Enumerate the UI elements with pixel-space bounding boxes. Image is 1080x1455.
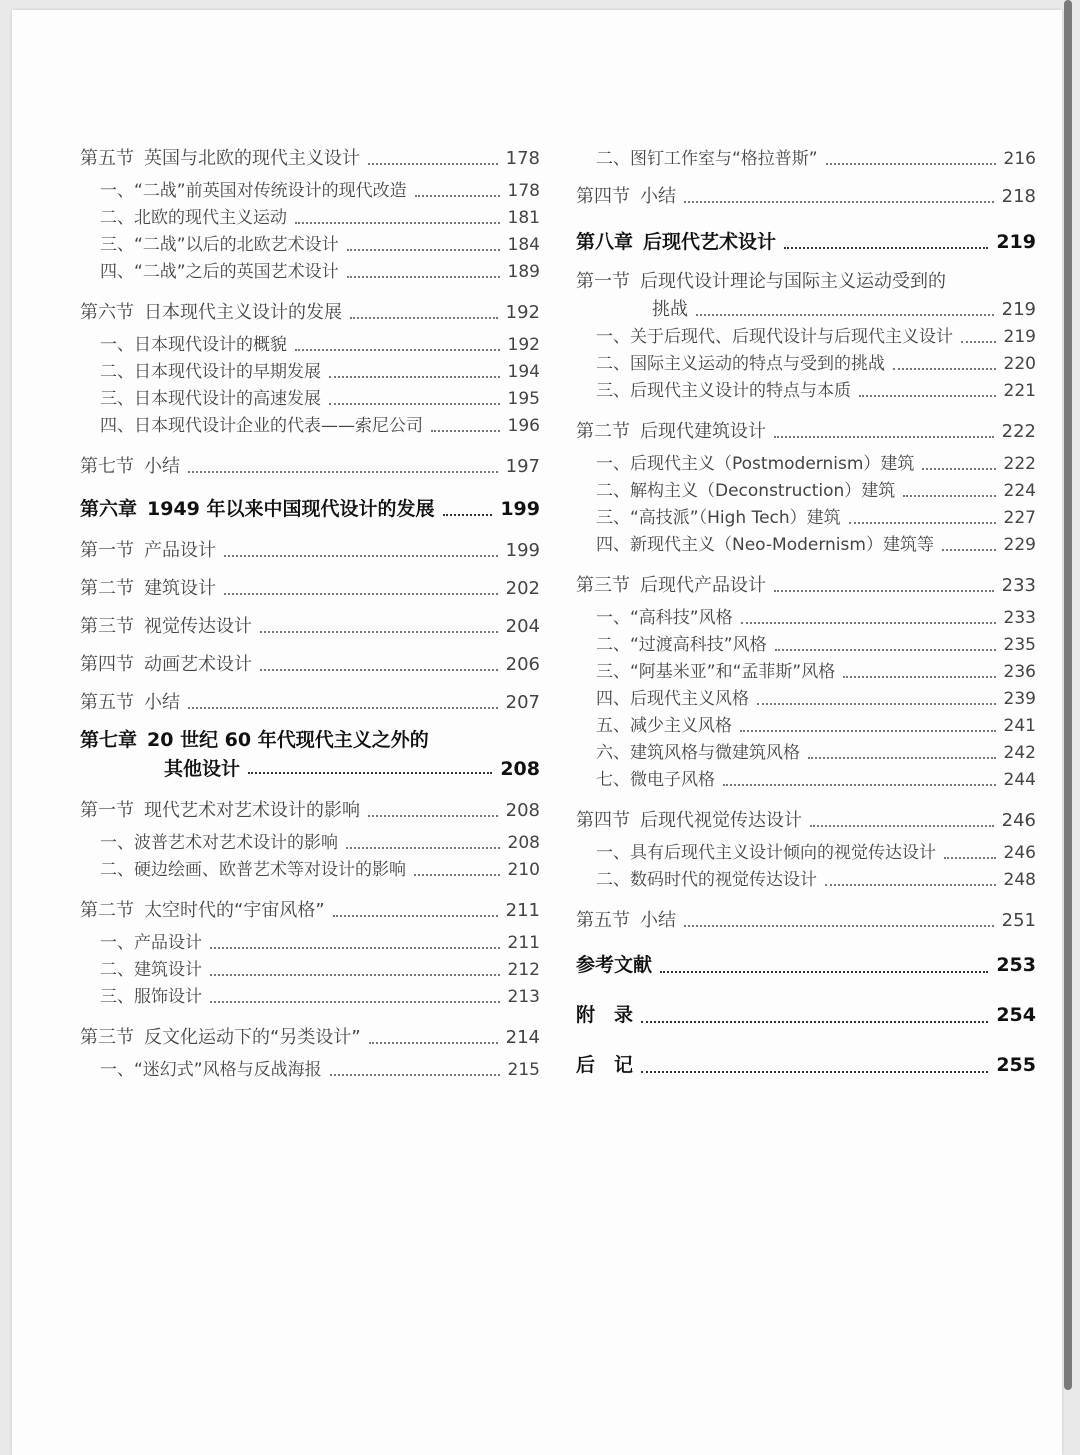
toc-subsection[interactable] bbox=[576, 867, 1036, 894]
page-number: 251 bbox=[1001, 910, 1036, 931]
dot-leader bbox=[431, 429, 500, 432]
toc-subsection[interactable] bbox=[80, 205, 540, 232]
section-label: 第一节 bbox=[80, 540, 134, 561]
toc-subsection[interactable] bbox=[576, 324, 1036, 351]
subsection-title: 二、图钉工作室与“格拉普斯” bbox=[596, 149, 818, 169]
dot-leader bbox=[414, 873, 500, 876]
dot-leader bbox=[260, 668, 498, 671]
dot-leader bbox=[843, 675, 995, 678]
section-label: 第二节 bbox=[80, 578, 134, 599]
subsection-title: 五、减少主义风格 bbox=[596, 716, 732, 736]
dot-leader bbox=[641, 1020, 988, 1023]
toc-subsection[interactable] bbox=[576, 351, 1036, 378]
toc-section[interactable] bbox=[80, 140, 540, 178]
toc-subsection[interactable] bbox=[576, 378, 1036, 405]
section-title: 视觉传达设计 bbox=[144, 616, 252, 637]
toc-left-column bbox=[80, 140, 540, 1084]
dot-leader bbox=[350, 316, 498, 319]
page-number: 211 bbox=[507, 933, 540, 953]
section-title: 后现代设计理论与国际主义运动受到的 bbox=[640, 271, 946, 292]
toc-subsection[interactable] bbox=[576, 740, 1036, 767]
section-label: 第二节 bbox=[80, 900, 134, 921]
page-number: 219 bbox=[1003, 327, 1036, 347]
section-title: 小结 bbox=[640, 186, 676, 207]
subsection-title: 四、新现代主义（Neo-Modernism）建筑等 bbox=[596, 535, 934, 555]
dot-leader bbox=[723, 783, 996, 786]
toc-subsection[interactable] bbox=[80, 259, 540, 286]
toc-subsection[interactable] bbox=[80, 413, 540, 440]
section-title-cont: 挑战 bbox=[652, 299, 688, 320]
dot-leader bbox=[188, 470, 498, 473]
toc-subsection[interactable] bbox=[576, 478, 1036, 505]
chapter-title-cont: 其他设计 bbox=[164, 758, 241, 780]
toc-subsection[interactable] bbox=[576, 532, 1036, 559]
dot-leader bbox=[347, 275, 500, 278]
toc-subsection[interactable] bbox=[576, 659, 1036, 686]
page-number: 233 bbox=[1001, 575, 1036, 596]
page-number: 197 bbox=[505, 456, 540, 477]
page-number: 199 bbox=[500, 498, 540, 520]
section-title: 后现代产品设计 bbox=[640, 575, 766, 596]
subsection-title: 一、“二战”前英国对传统设计的现代改造 bbox=[100, 181, 407, 201]
subsection-title: 三、“二战”以后的北欧艺术设计 bbox=[100, 235, 339, 255]
page-number: 202 bbox=[505, 578, 540, 599]
dot-leader bbox=[369, 1041, 498, 1044]
page-number: 246 bbox=[1001, 810, 1036, 831]
dot-leader bbox=[757, 702, 996, 705]
toc-subsection[interactable] bbox=[80, 332, 540, 359]
subsection-title: 一、具有后现代主义设计倾向的视觉传达设计 bbox=[596, 843, 936, 863]
section-title: 动画艺术设计 bbox=[144, 654, 252, 675]
dot-leader bbox=[248, 771, 492, 774]
section-title: 小结 bbox=[640, 910, 676, 931]
section-label: 第一节 bbox=[80, 800, 134, 821]
page-number: 184 bbox=[507, 235, 540, 255]
subsection-title: 二、数码时代的视觉传达设计 bbox=[596, 870, 817, 890]
page-number: 235 bbox=[1003, 635, 1036, 655]
dot-leader bbox=[329, 375, 500, 378]
page-number: 181 bbox=[507, 208, 540, 228]
dot-leader bbox=[333, 914, 498, 917]
toc-subsection[interactable] bbox=[576, 505, 1036, 532]
section-label: 第四节 bbox=[576, 810, 630, 831]
dot-leader bbox=[684, 200, 994, 203]
toc-section[interactable] bbox=[80, 684, 540, 722]
page-number: 244 bbox=[1003, 770, 1036, 790]
document-page bbox=[12, 10, 1062, 1455]
vertical-scrollbar[interactable] bbox=[1064, 0, 1072, 1390]
page-number: 248 bbox=[1003, 870, 1036, 890]
subsection-title: 六、建筑风格与微建筑风格 bbox=[596, 743, 800, 763]
page-number: 229 bbox=[1003, 535, 1036, 555]
page-number: 213 bbox=[507, 987, 540, 1007]
page-number: 211 bbox=[505, 900, 540, 921]
subsection-title: 七、微电子风格 bbox=[596, 770, 715, 790]
toc-section[interactable] bbox=[80, 570, 540, 608]
page-number: 206 bbox=[505, 654, 540, 675]
page-number: 222 bbox=[1003, 454, 1036, 474]
toc-subsection[interactable] bbox=[80, 830, 540, 857]
dot-leader bbox=[696, 313, 994, 316]
toc-subsection[interactable] bbox=[576, 632, 1036, 659]
subsection-title: 二、解构主义（Deconstruction）建筑 bbox=[596, 481, 896, 501]
toc-chapter[interactable] bbox=[80, 486, 540, 532]
page-number: 224 bbox=[1003, 481, 1036, 501]
page-number: 195 bbox=[507, 389, 540, 409]
page-number: 222 bbox=[1001, 421, 1036, 442]
page-number: 233 bbox=[1003, 608, 1036, 628]
page-number: 199 bbox=[505, 540, 540, 561]
page-number: 212 bbox=[507, 960, 540, 980]
section-label: 第三节 bbox=[80, 616, 134, 637]
subsection-title: 一、产品设计 bbox=[100, 933, 202, 953]
toc-chapter[interactable] bbox=[80, 722, 540, 784]
chapter-title: 20 世纪 60 年代现代主义之外的 bbox=[147, 729, 429, 751]
section-title: 现代艺术对艺术设计的影响 bbox=[144, 800, 360, 821]
toc-section[interactable] bbox=[80, 646, 540, 684]
toc-appendix[interactable] bbox=[576, 990, 1036, 1040]
page-number: 239 bbox=[1003, 689, 1036, 709]
dot-leader bbox=[210, 946, 500, 949]
toc-section[interactable] bbox=[80, 608, 540, 646]
page-number: 214 bbox=[505, 1027, 540, 1048]
section-title: 日本现代主义设计的发展 bbox=[144, 302, 342, 323]
page-number: 246 bbox=[1003, 843, 1036, 863]
dot-leader bbox=[188, 706, 498, 709]
dot-leader bbox=[224, 592, 498, 595]
page-number: 208 bbox=[505, 800, 540, 821]
dot-leader bbox=[641, 1070, 988, 1073]
dot-leader bbox=[859, 394, 996, 397]
dot-leader bbox=[295, 221, 500, 224]
page-number: 208 bbox=[500, 758, 540, 780]
dot-leader bbox=[329, 402, 500, 405]
toc-section[interactable] bbox=[576, 413, 1036, 451]
page-number: 194 bbox=[507, 362, 540, 382]
toc-subsection[interactable] bbox=[80, 957, 540, 984]
section-title: 太空时代的“宇宙风格” bbox=[144, 900, 325, 921]
section-label: 第五节 bbox=[576, 910, 630, 931]
dot-leader bbox=[808, 756, 996, 759]
section-label: 第七节 bbox=[80, 456, 134, 477]
toc-subsection[interactable] bbox=[80, 386, 540, 413]
dot-leader bbox=[784, 246, 988, 249]
toc-subsection[interactable] bbox=[80, 984, 540, 1011]
page-number: 218 bbox=[1001, 186, 1036, 207]
page-number: 192 bbox=[507, 335, 540, 355]
toc-section[interactable] bbox=[80, 792, 540, 830]
section-label: 第五节 bbox=[80, 148, 134, 169]
page-number: 241 bbox=[1003, 716, 1036, 736]
section-label: 第二节 bbox=[576, 421, 630, 442]
page-number: 219 bbox=[1001, 299, 1036, 320]
page-number: 220 bbox=[1003, 354, 1036, 374]
subsection-title: 一、“迷幻式”风格与反战海报 bbox=[100, 1060, 322, 1080]
toc-references[interactable] bbox=[576, 940, 1036, 990]
page-number: 208 bbox=[507, 833, 540, 853]
toc-section[interactable] bbox=[80, 1019, 540, 1057]
dot-leader bbox=[347, 248, 500, 251]
toc-subsection[interactable] bbox=[576, 140, 1036, 178]
section-title: 后现代视觉传达设计 bbox=[640, 810, 802, 831]
subsection-title: 二、国际主义运动的特点与受到的挑战 bbox=[596, 354, 885, 374]
subsection-title: 四、日本现代设计企业的代表——索尼公司 bbox=[100, 416, 423, 436]
section-title: 小结 bbox=[144, 456, 180, 477]
toc-subsection[interactable] bbox=[80, 359, 540, 386]
toc-right-column bbox=[576, 140, 1036, 1090]
subsection-title: 二、硬边绘画、欧普艺术等对设计的影响 bbox=[100, 860, 406, 880]
toc-section[interactable] bbox=[80, 448, 540, 486]
back-matter-title: 后 记 bbox=[576, 1054, 634, 1076]
toc-section[interactable] bbox=[576, 902, 1036, 940]
dot-leader bbox=[660, 970, 988, 973]
subsection-title: 三、服饰设计 bbox=[100, 987, 202, 1007]
section-label: 第四节 bbox=[576, 186, 630, 207]
page-number: 178 bbox=[505, 148, 540, 169]
toc-subsection[interactable] bbox=[80, 1057, 540, 1084]
page-number: 207 bbox=[505, 692, 540, 713]
page-number: 192 bbox=[505, 302, 540, 323]
dot-leader bbox=[260, 630, 498, 633]
subsection-title: 一、“高科技”风格 bbox=[596, 608, 733, 628]
dot-leader bbox=[443, 513, 493, 516]
subsection-title: 二、“过渡高科技”风格 bbox=[596, 635, 767, 655]
subsection-title: 二、日本现代设计的早期发展 bbox=[100, 362, 321, 382]
dot-leader bbox=[741, 621, 996, 624]
subsection-title: 一、波普艺术对艺术设计的影响 bbox=[100, 833, 338, 853]
page-number: 227 bbox=[1003, 508, 1036, 528]
page-number: 242 bbox=[1003, 743, 1036, 763]
back-matter-title: 参考文献 bbox=[576, 954, 653, 976]
toc-subsection[interactable] bbox=[576, 713, 1036, 740]
section-label: 第六节 bbox=[80, 302, 134, 323]
toc-subsection[interactable] bbox=[576, 767, 1036, 794]
toc-section[interactable] bbox=[576, 178, 1036, 216]
section-title: 产品设计 bbox=[144, 540, 216, 561]
page-number: 216 bbox=[1003, 149, 1036, 169]
section-label: 第三节 bbox=[576, 575, 630, 596]
subsection-title: 三、“阿基米亚”和“孟菲斯”风格 bbox=[596, 662, 836, 682]
dot-leader bbox=[942, 548, 996, 551]
toc-section[interactable] bbox=[80, 532, 540, 570]
dot-leader bbox=[903, 494, 995, 497]
toc-subsection[interactable] bbox=[576, 840, 1036, 867]
dot-leader bbox=[893, 367, 996, 370]
page-number: 204 bbox=[505, 616, 540, 637]
subsection-title: 三、后现代主义设计的特点与本质 bbox=[596, 381, 851, 401]
dot-leader bbox=[740, 729, 996, 732]
back-matter-title: 附 录 bbox=[576, 1004, 634, 1026]
dot-leader bbox=[210, 973, 500, 976]
toc-section[interactable] bbox=[576, 268, 1036, 324]
dot-leader bbox=[775, 648, 996, 651]
subsection-title: 四、后现代主义风格 bbox=[596, 689, 749, 709]
toc-subsection[interactable] bbox=[80, 930, 540, 957]
section-label: 第四节 bbox=[80, 654, 134, 675]
section-title: 小结 bbox=[144, 692, 180, 713]
dot-leader bbox=[774, 435, 994, 438]
section-label: 第三节 bbox=[80, 1027, 134, 1048]
subsection-title: 一、关于后现代、后现代设计与后现代主义设计 bbox=[596, 327, 953, 347]
toc-subsection[interactable] bbox=[80, 178, 540, 205]
subsection-title: 二、建筑设计 bbox=[100, 960, 202, 980]
page-number: 219 bbox=[996, 231, 1036, 253]
dot-leader bbox=[330, 1073, 500, 1076]
subsection-title: 三、“高技派”（High Tech）建筑 bbox=[596, 508, 841, 528]
page-number: 189 bbox=[507, 262, 540, 282]
dot-leader bbox=[944, 856, 996, 859]
subsection-title: 一、后现代主义（Postmodernism）建筑 bbox=[596, 454, 915, 474]
toc-subsection[interactable] bbox=[576, 451, 1036, 478]
dot-leader bbox=[810, 824, 994, 827]
subsection-title: 二、北欧的现代主义运动 bbox=[100, 208, 287, 228]
section-title: 英国与北欧的现代主义设计 bbox=[144, 148, 360, 169]
subsection-title: 三、日本现代设计的高速发展 bbox=[100, 389, 321, 409]
dot-leader bbox=[849, 521, 996, 524]
page-number: 221 bbox=[1003, 381, 1036, 401]
dot-leader bbox=[825, 883, 996, 886]
dot-leader bbox=[346, 846, 500, 849]
chapter-title: 后现代艺术设计 bbox=[643, 231, 777, 253]
dot-leader bbox=[368, 162, 498, 165]
section-title: 建筑设计 bbox=[144, 578, 216, 599]
dot-leader bbox=[415, 194, 500, 197]
toc-section[interactable] bbox=[80, 294, 540, 332]
section-label: 第五节 bbox=[80, 692, 134, 713]
toc-subsection[interactable] bbox=[80, 857, 540, 884]
dot-leader bbox=[368, 814, 498, 817]
toc-section[interactable] bbox=[80, 892, 540, 930]
dot-leader bbox=[224, 554, 498, 557]
toc-afterword[interactable] bbox=[576, 1040, 1036, 1090]
page-number: 210 bbox=[507, 860, 540, 880]
subsection-title: 四、“二战”之后的英国艺术设计 bbox=[100, 262, 339, 282]
page-number: 254 bbox=[996, 1004, 1036, 1026]
chapter-label: 第八章 bbox=[576, 231, 634, 253]
page-number: 178 bbox=[507, 181, 540, 201]
toc-chapter[interactable] bbox=[576, 216, 1036, 268]
toc-section[interactable] bbox=[576, 802, 1036, 840]
toc-section[interactable] bbox=[576, 567, 1036, 605]
chapter-label: 第六章 bbox=[80, 498, 138, 520]
dot-leader bbox=[826, 162, 996, 165]
dot-leader bbox=[295, 348, 500, 351]
dot-leader bbox=[684, 924, 994, 927]
dot-leader bbox=[922, 467, 995, 470]
page-number: 196 bbox=[507, 416, 540, 436]
chapter-title: 1949 年以来中国现代设计的发展 bbox=[147, 498, 435, 520]
page-number: 255 bbox=[996, 1054, 1036, 1076]
chapter-label: 第七章 bbox=[80, 729, 138, 751]
page-number: 236 bbox=[1003, 662, 1036, 682]
section-title: 反文化运动下的“另类设计” bbox=[144, 1027, 361, 1048]
dot-leader bbox=[210, 1000, 500, 1003]
dot-leader bbox=[961, 340, 996, 343]
subsection-title: 一、日本现代设计的概貌 bbox=[100, 335, 287, 355]
section-label: 第一节 bbox=[576, 271, 630, 292]
toc-subsection[interactable] bbox=[80, 232, 540, 259]
toc-subsection[interactable] bbox=[576, 605, 1036, 632]
toc-subsection[interactable] bbox=[576, 686, 1036, 713]
dot-leader bbox=[774, 589, 994, 592]
page-number: 253 bbox=[996, 954, 1036, 976]
page-number: 215 bbox=[507, 1060, 540, 1080]
section-title: 后现代建筑设计 bbox=[640, 421, 766, 442]
